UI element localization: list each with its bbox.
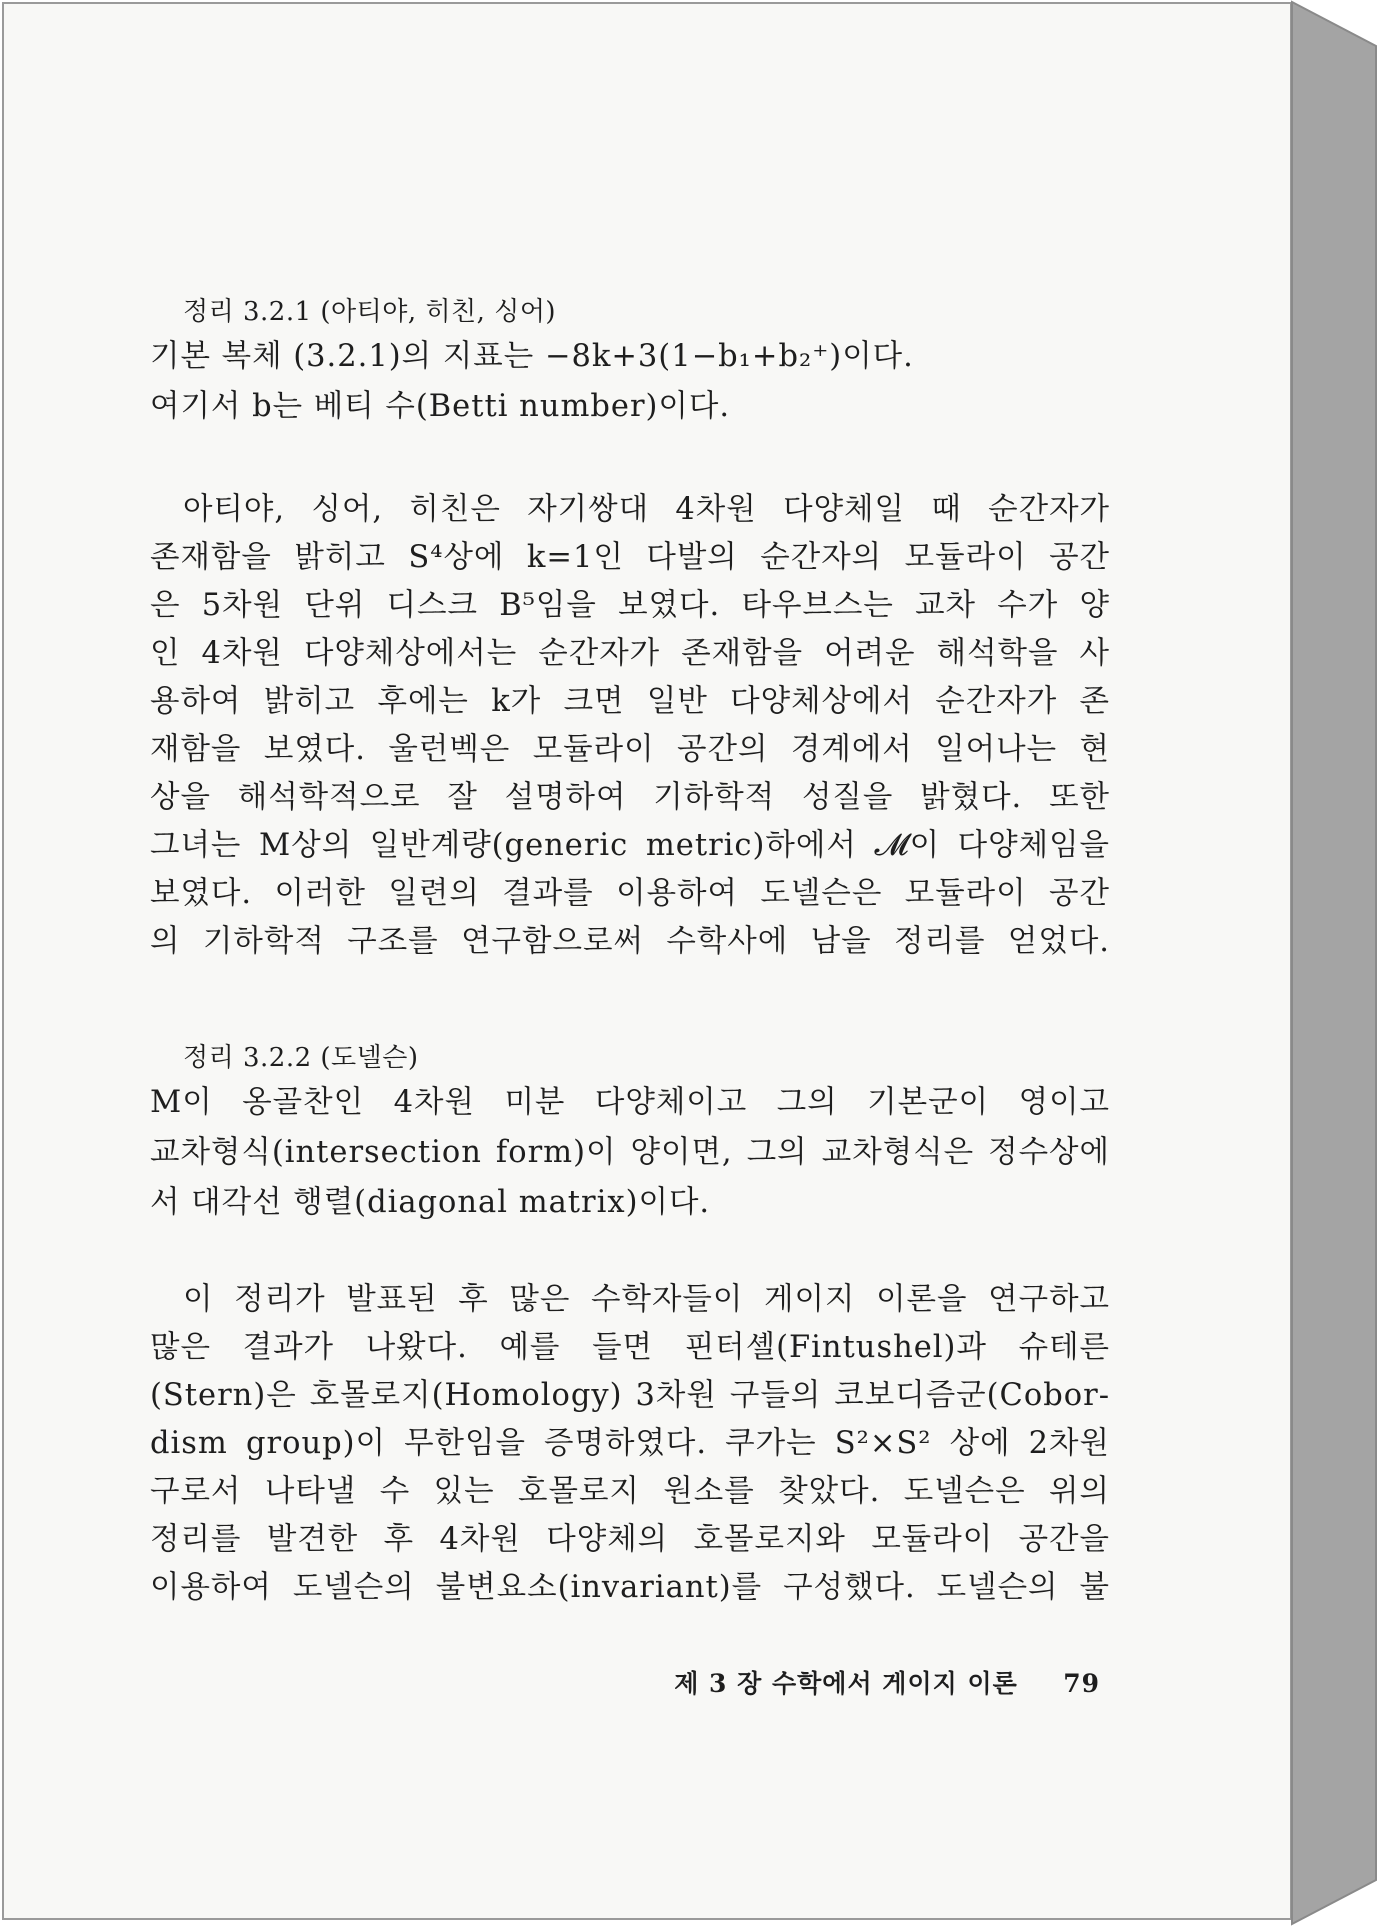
theorem-line: 여기서 b는 베티 수(Betti number)이다. [150, 389, 731, 424]
text-line: 정리를 발견한 후 4차원 다양체의 호몰로지와 모듈라이 공간을 [150, 1522, 1110, 1557]
theorem-heading: 정리 3.2.1 (아티야, 히친, 싱어) [183, 297, 557, 327]
text-line: 의 기하학적 구조를 연구함으로써 수학사에 남을 정리를 얻었다. [150, 924, 1110, 959]
theorem-3-2-1 [150, 292, 1110, 432]
theorem-line: 기본 복체 (3.2.1)의 지표는 −8k+3(1−b₁+b₂⁺)이다. [150, 339, 914, 374]
text-line: 인 4차원 다양체상에서는 순간자가 존재함을 어려운 해석학을 사 [150, 636, 1110, 671]
text-line: 구로서 나타낼 수 있는 호몰로지 원소를 찾았다. 도넬슨은 위의 [150, 1474, 1110, 1509]
text-line: 재함을 보였다. 울런벡은 모듈라이 공간의 경계에서 일어나는 현 [150, 732, 1110, 767]
theorem-heading: 정리 3.2.2 (도넬슨) [183, 1043, 419, 1073]
text-line: (Stern)은 호몰로지(Homology) 3차원 구들의 코보디즘군(Cobor- [150, 1378, 1110, 1413]
theorem-line: 서 대각선 행렬(diagonal matrix)이다. [150, 1185, 711, 1220]
paragraph-instantons [150, 486, 1110, 966]
text-line: 용하여 밝히고 후에는 k가 크면 일반 다양체상에서 순간자가 존 [150, 684, 1110, 719]
page-number: 79 [1063, 1669, 1100, 1698]
theorem-3-2-2 [150, 1038, 1110, 1228]
text-line: 아티야, 싱어, 히친은 자기쌍대 4차원 다양체일 때 순간자가 [183, 492, 1110, 527]
paragraph-donaldson [150, 1276, 1110, 1612]
text-line: 보였다. 이러한 일련의 결과를 이용하여 도넬슨은 모듈라이 공간 [150, 876, 1110, 911]
text-line: dism group)이 무한임을 증명하였다. 쿠가는 S²×S² 상에 2차원 [150, 1426, 1110, 1461]
theorem-line: 교차형식(intersection form)이 양이면, 그의 교차형식은 정수상에 [150, 1135, 1110, 1170]
theorem-line: M이 옹골찬인 4차원 미분 다양체이고 그의 기본군이 영이고 [150, 1085, 1110, 1120]
text-line: 은 5차원 단위 디스크 B⁵임을 보였다. 타우브스는 교차 수가 양 [150, 588, 1110, 623]
text-line: 이 정리가 발표된 후 많은 수학자들이 게이지 이론을 연구하고 [183, 1282, 1110, 1317]
text-line: 이용하여 도넬슨의 불변요소(invariant)를 구성했다. 도넬슨의 불 [150, 1570, 1110, 1605]
text-line: 상을 해석학적으로 잘 설명하여 기하학적 성질을 밝혔다. 또한 [150, 780, 1110, 815]
text-line: 많은 결과가 나왔다. 예를 들면 핀터셸(Fintushel)과 슈테른 [150, 1330, 1110, 1365]
page-footer [150, 1664, 1100, 1700]
running-head: 제 3 장 수학에서 게이지 이론 [674, 1669, 1018, 1698]
text-line: 그녀는 M상의 일반계량(generic metric)하에서 𝓜이 다양체임을 [150, 828, 1110, 863]
text-line: 존재함을 밝히고 S⁴상에 k=1인 다발의 순간자의 모듈라이 공간 [150, 540, 1110, 575]
